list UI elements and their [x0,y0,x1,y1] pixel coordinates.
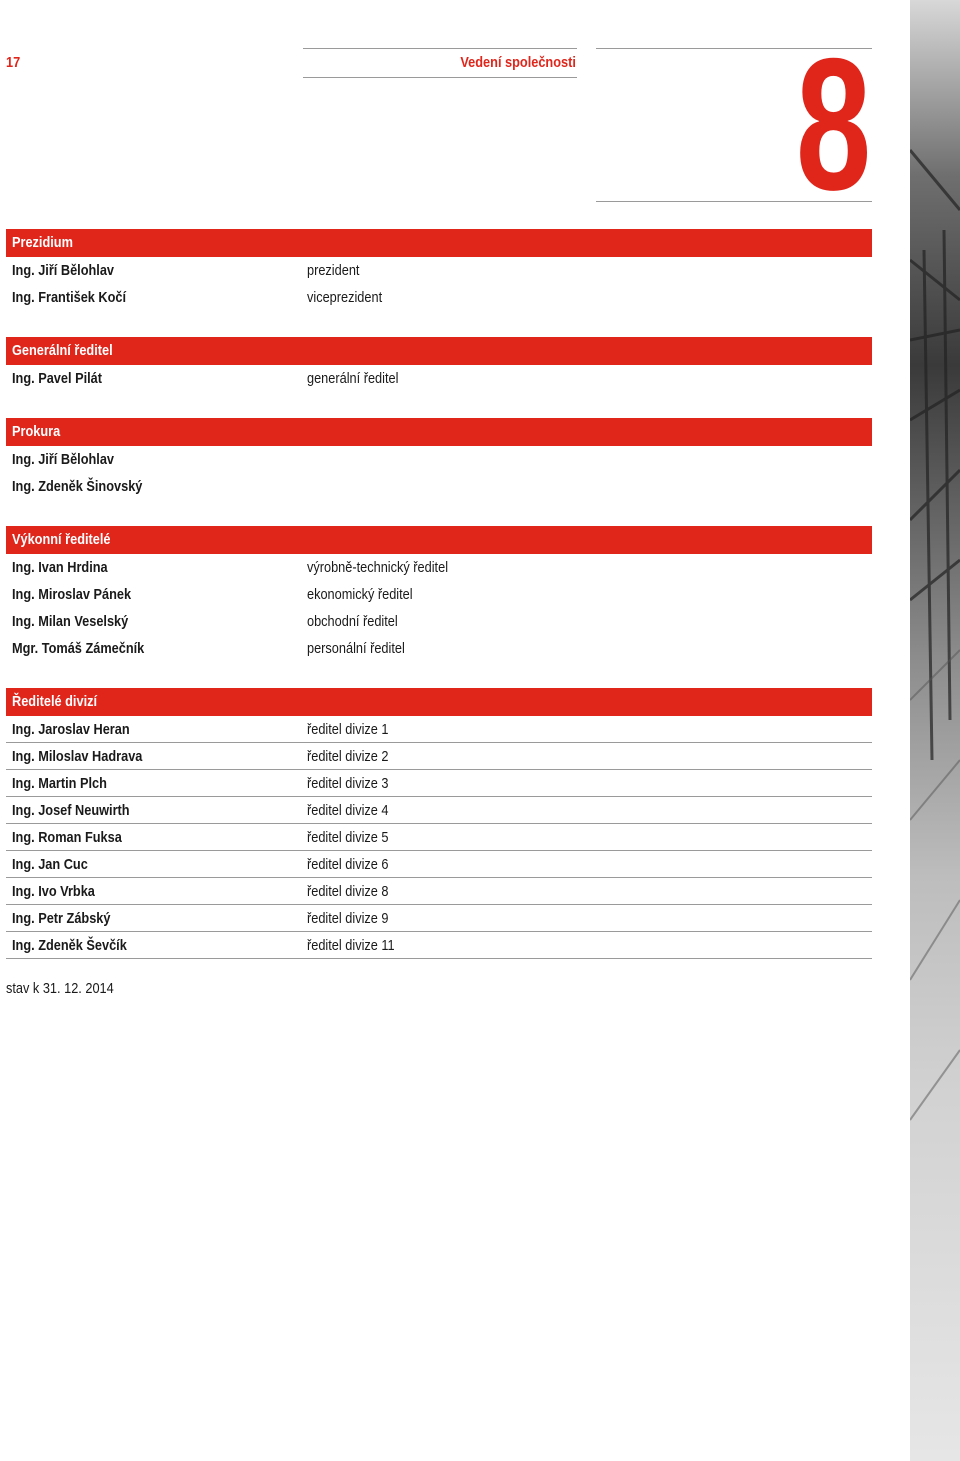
person-name: Ing. Josef Neuwirth [12,802,130,819]
person-role: ředitel divize 2 [307,748,389,765]
person-name: Ing. Ivan Hrdina [12,559,108,576]
person-role: generální ředitel [307,370,399,387]
list-item [6,635,872,662]
page-number: 17 [6,54,21,71]
section-title: Generální ředitel [12,342,113,359]
person-role: ředitel divize 8 [307,883,389,900]
footnote-date: stav k 31. 12. 2014 [6,980,114,997]
person-name: Ing. Pavel Pilát [12,370,102,387]
list-item [6,284,872,311]
table-row [6,905,872,932]
list-item [6,473,872,500]
list-item [6,257,872,284]
person-role: personální ředitel [307,640,405,657]
person-role: ředitel divize 9 [307,910,389,927]
list-item [6,446,872,473]
section-title: Prezidium [12,234,73,251]
list-item [6,554,872,581]
person-role: výrobně-technický ředitel [307,559,449,576]
person-name: Ing. Miroslav Pánek [12,586,132,603]
person-role: ředitel divize 3 [307,775,389,792]
table-row [6,716,872,743]
person-role: ekonomický ředitel [307,586,413,603]
table-row [6,932,872,959]
person-name: Ing. Jaroslav Heran [12,721,130,738]
chapter-number: 8 [795,19,872,229]
table-row [6,878,872,905]
person-name: Ing. Jiří Bělohlav [12,262,115,279]
person-role: obchodní ředitel [307,613,398,630]
person-role: ředitel divize 4 [307,802,389,819]
section-title: Výkonní ředitelé [12,531,111,548]
section-generalni-reditel [6,337,872,392]
section-reditele-divizi [6,688,872,959]
header-rule-left-bottom [303,77,577,78]
person-role: ředitel divize 6 [307,856,389,873]
person-name: Ing. Jiří Bělohlav [12,451,115,468]
person-name: Ing. Roman Fuksa [12,829,122,846]
section-title: Prokura [12,423,61,440]
header-rule-left [303,48,577,49]
table-row [6,797,872,824]
list-item [6,608,872,635]
person-name: Ing. Zdeněk Ševčík [12,937,127,954]
person-role: viceprezident [307,289,383,306]
person-name: Ing. Milan Veselský [12,613,129,630]
section-header [6,418,872,446]
chapter-title: Vedení společnosti [460,54,576,71]
table-row [6,851,872,878]
list-item [6,365,872,392]
person-role: prezident [307,262,360,279]
person-role: ředitel divize 1 [307,721,389,738]
section-prezidium [6,229,872,311]
person-name: Ing. Zdeněk Šinovský [12,478,143,495]
architecture-photo-strip [910,0,960,1461]
person-name: Ing. Martin Plch [12,775,107,792]
person-role: ředitel divize 5 [307,829,389,846]
person-name: Ing. Miloslav Hadrava [12,748,143,765]
list-item [6,581,872,608]
person-name: Ing. Ivo Vrbka [12,883,95,900]
person-name: Ing. František Kočí [12,289,127,306]
section-vykonni-reditele [6,526,872,662]
table-row [6,824,872,851]
person-name: Ing. Petr Zábský [12,910,111,927]
person-name: Mgr. Tomáš Zámečník [12,640,145,657]
section-title: Ředitelé divizí [12,693,98,710]
person-role: ředitel divize 11 [307,937,395,954]
person-name: Ing. Jan Cuc [12,856,88,873]
section-header [6,229,872,257]
section-prokura [6,418,872,500]
table-row [6,743,872,770]
table-row [6,770,872,797]
section-header [6,337,872,365]
section-header [6,526,872,554]
section-header [6,688,872,716]
